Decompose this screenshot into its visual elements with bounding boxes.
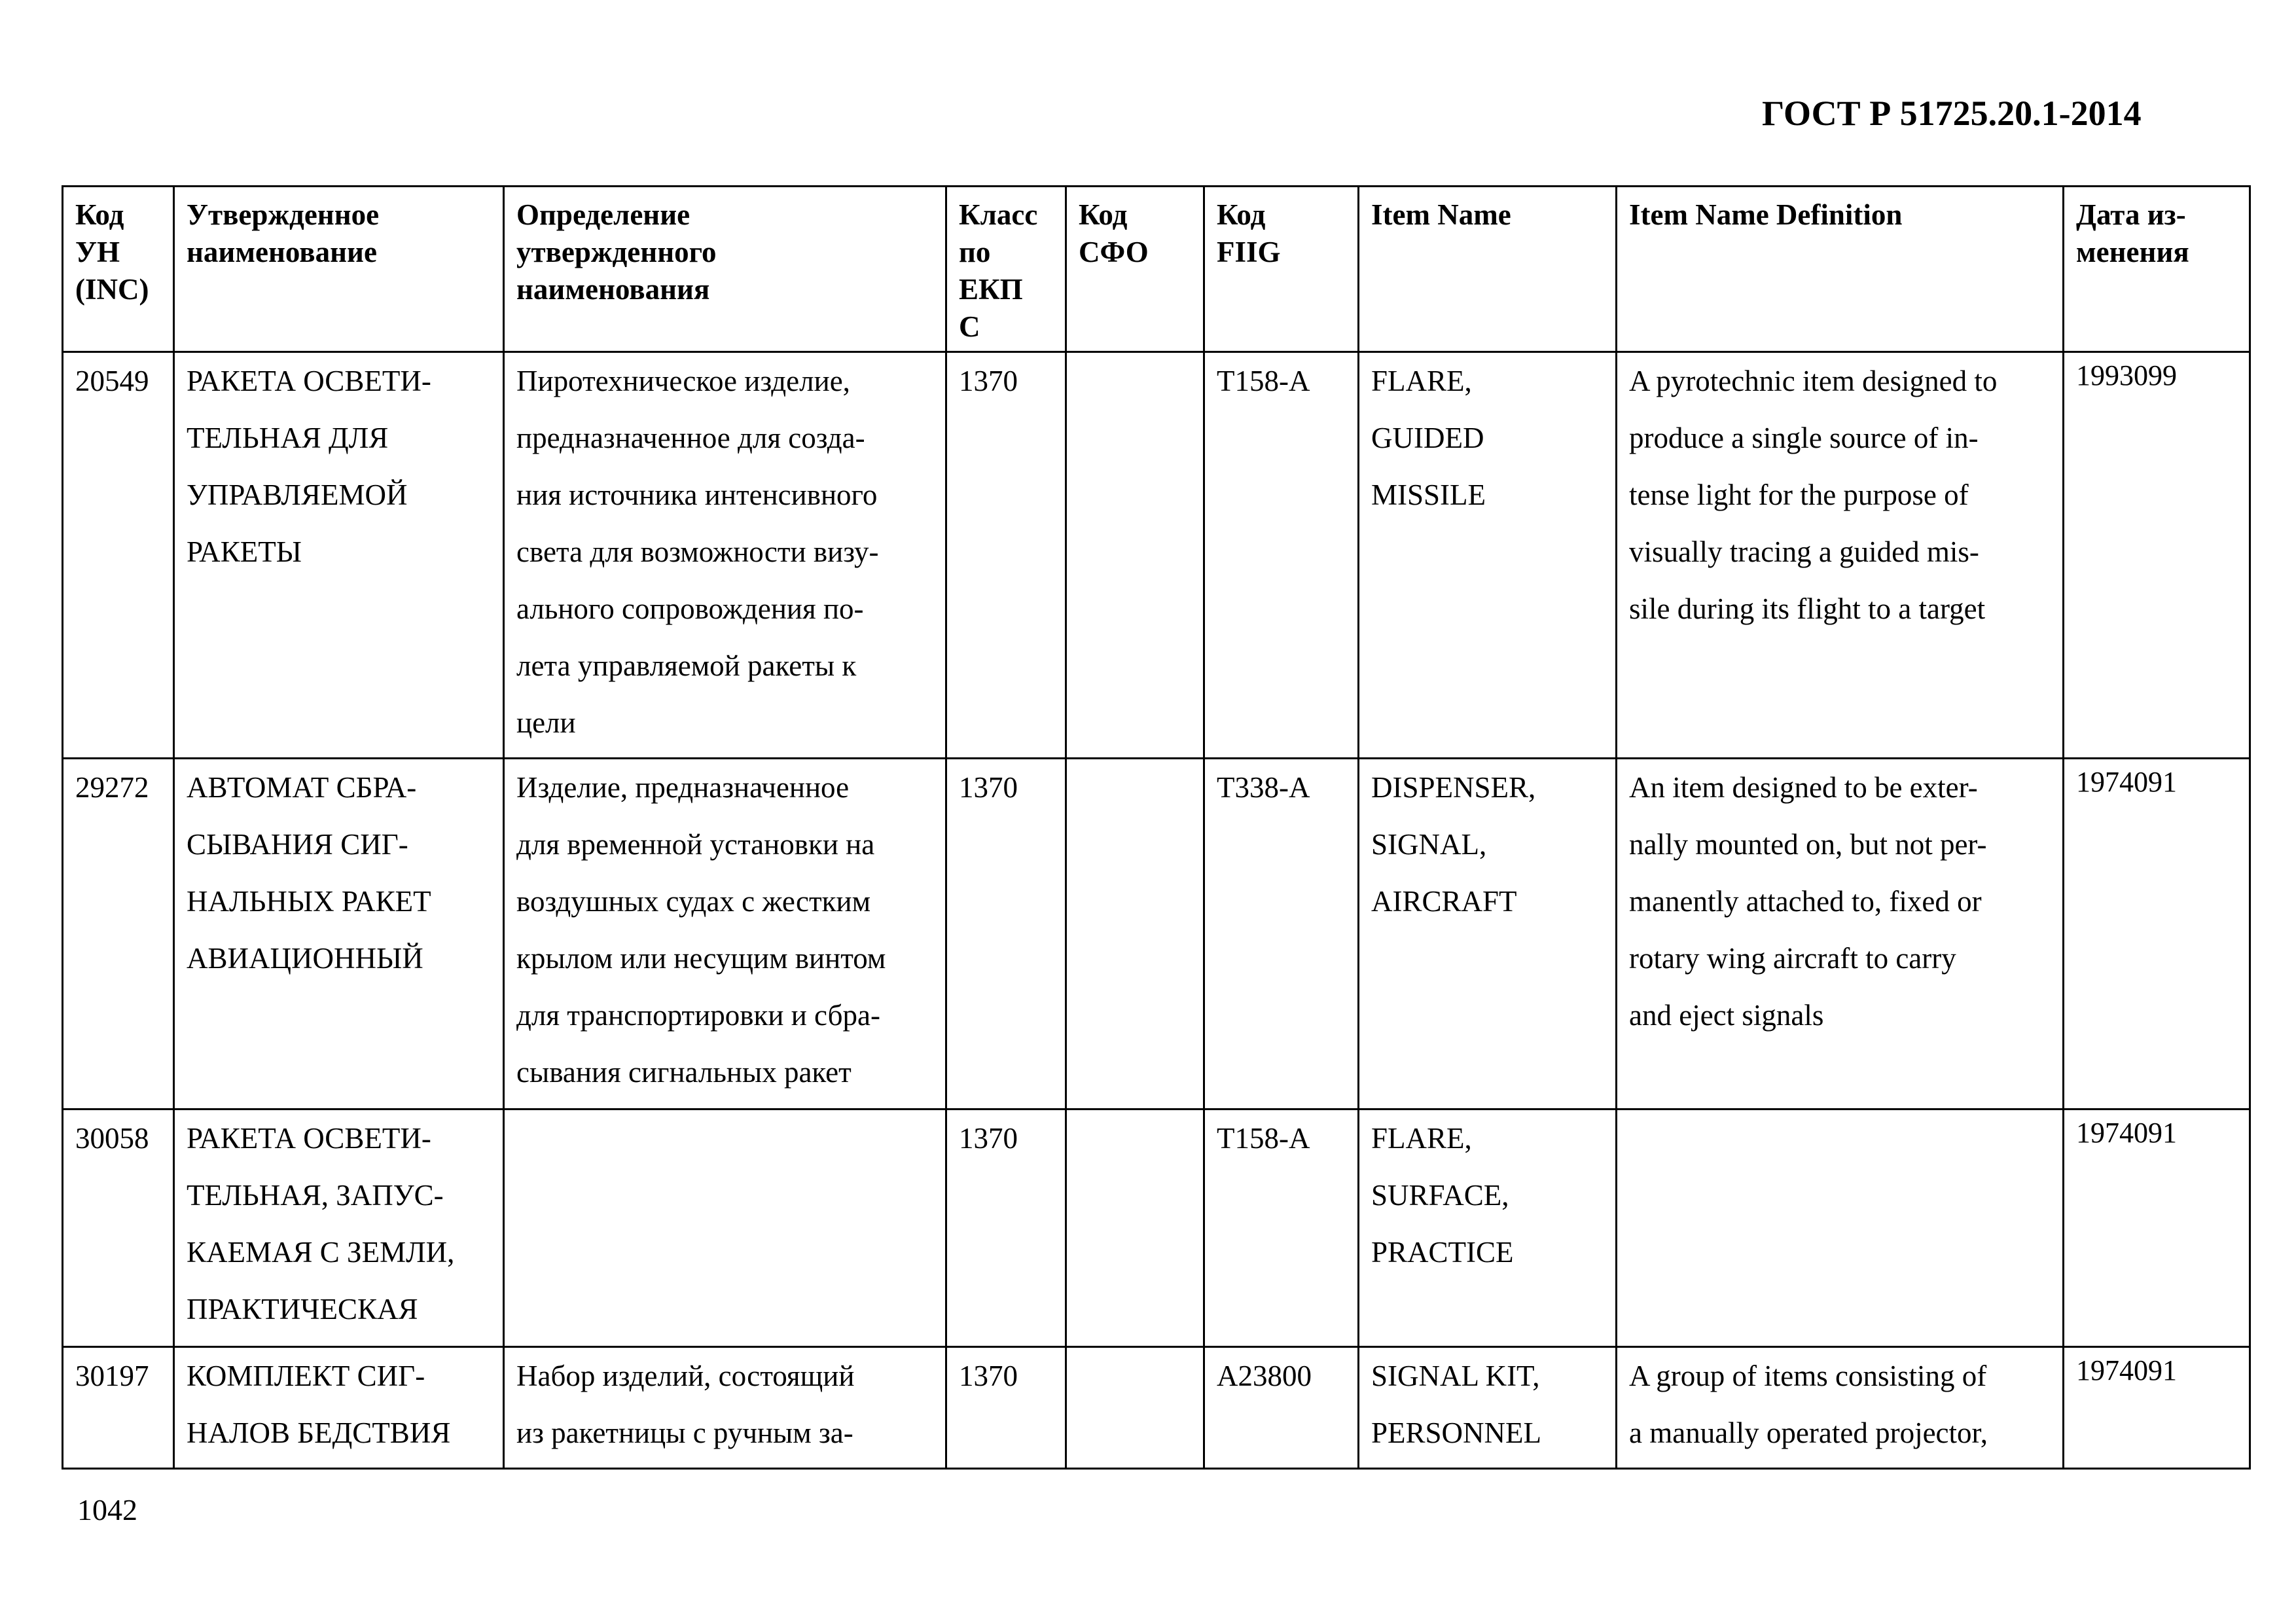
cell-name: КОМПЛЕКТ СИГ- НАЛОВ БЕДСТВИЯ — [174, 1347, 504, 1469]
table-row — [63, 1110, 2250, 1347]
cell-name: РАКЕТА ОСВЕТИ- ТЕЛЬНАЯ, ЗАПУС- КАЕМАЯ С ЗЕМЛИ, ПРАКТИЧЕСКАЯ — [174, 1110, 504, 1347]
column-header-name: Утвержденное наименование — [174, 187, 504, 352]
cell-sfo — [1066, 1347, 1204, 1469]
cell-code: 29272 — [63, 759, 174, 1110]
cell-date: 1993099 — [2064, 352, 2250, 759]
table-row — [63, 352, 2250, 759]
column-header-date: Дата из- менения — [2064, 187, 2250, 352]
cell-item-name: DISPENSER, SIGNAL, AIRCRAFT — [1359, 759, 1617, 1110]
cell-definition — [504, 1110, 946, 1347]
cell-name: АВТОМАТ СБРА- СЫВАНИЯ СИГ- НАЛЬНЫХ РАКЕТ АВИАЦИОННЫЙ — [174, 759, 504, 1110]
cell-date: 1974091 — [2064, 1347, 2250, 1469]
cell-item-name: SIGNAL KIT, PERSONNEL — [1359, 1347, 1617, 1469]
cell-sfo — [1066, 759, 1204, 1110]
table-header-row — [63, 187, 2250, 352]
column-header-code: Код УН (INC) — [63, 187, 174, 352]
items-table — [62, 185, 2251, 1470]
cell-class: 1370 — [946, 1110, 1066, 1347]
document-header: ГОСТ Р 51725.20.1-2014 — [1762, 94, 2142, 133]
column-header-item-definition: Item Name Definition — [1617, 187, 2064, 352]
table-row — [63, 1347, 2250, 1469]
cell-code: 30197 — [63, 1347, 174, 1469]
cell-class: 1370 — [946, 1347, 1066, 1469]
cell-class: 1370 — [946, 352, 1066, 759]
cell-name: РАКЕТА ОСВЕТИ- ТЕЛЬНАЯ ДЛЯ УПРАВЛЯЕМОЙ РАКЕТЫ — [174, 352, 504, 759]
cell-item-name: FLARE, SURFACE, PRACTICE — [1359, 1110, 1617, 1347]
page-number: 1042 — [77, 1493, 137, 1526]
table-row — [63, 759, 2250, 1110]
cell-fiig: T158-A — [1204, 352, 1359, 759]
cell-class: 1370 — [946, 759, 1066, 1110]
cell-definition: Изделие, предназначенное для временной установки на воздушных судах с жестким крылом или несущим винтом для транспортировки и сбра- сывания сигнальных ракет — [504, 759, 946, 1110]
cell-item-name: FLARE, GUIDED MISSILE — [1359, 352, 1617, 759]
cell-fiig: A23800 — [1204, 1347, 1359, 1469]
column-header-fiig: Код FIIG — [1204, 187, 1359, 352]
column-header-class: Класс по ЕКП С — [946, 187, 1066, 352]
cell-item-definition: A group of items consisting of a manually operated projector, — [1617, 1347, 2064, 1469]
cell-sfo — [1066, 1110, 1204, 1347]
cell-code: 30058 — [63, 1110, 174, 1347]
cell-date: 1974091 — [2064, 759, 2250, 1110]
cell-sfo — [1066, 352, 1204, 759]
cell-fiig: T338-A — [1204, 759, 1359, 1110]
cell-definition: Пиротехническое изделие, предназначенное для созда- ния источника интенсивного света для возможности визу- ального сопровождения по- лета управляемой ракеты к цели — [504, 352, 946, 759]
cell-date: 1974091 — [2064, 1110, 2250, 1347]
cell-item-definition: A pyrotechnic item designed to produce a single source of in- tense light for the purpose of visually tracing a guided mis- sile during its flight to a target — [1617, 352, 2064, 759]
cell-fiig: T158-A — [1204, 1110, 1359, 1347]
cell-code: 20549 — [63, 352, 174, 759]
column-header-definition: Определение утвержденного наименования — [504, 187, 946, 352]
cell-item-definition — [1617, 1110, 2064, 1347]
column-header-item-name: Item Name — [1359, 187, 1617, 352]
cell-item-definition: An item designed to be exter- nally mounted on, but not per- manently attached to, fixed or rotary wing aircraft to carry and eject signals — [1617, 759, 2064, 1110]
column-header-sfo: Код СФО — [1066, 187, 1204, 352]
cell-definition: Набор изделий, состоящий из ракетницы с ручным за- — [504, 1347, 946, 1469]
